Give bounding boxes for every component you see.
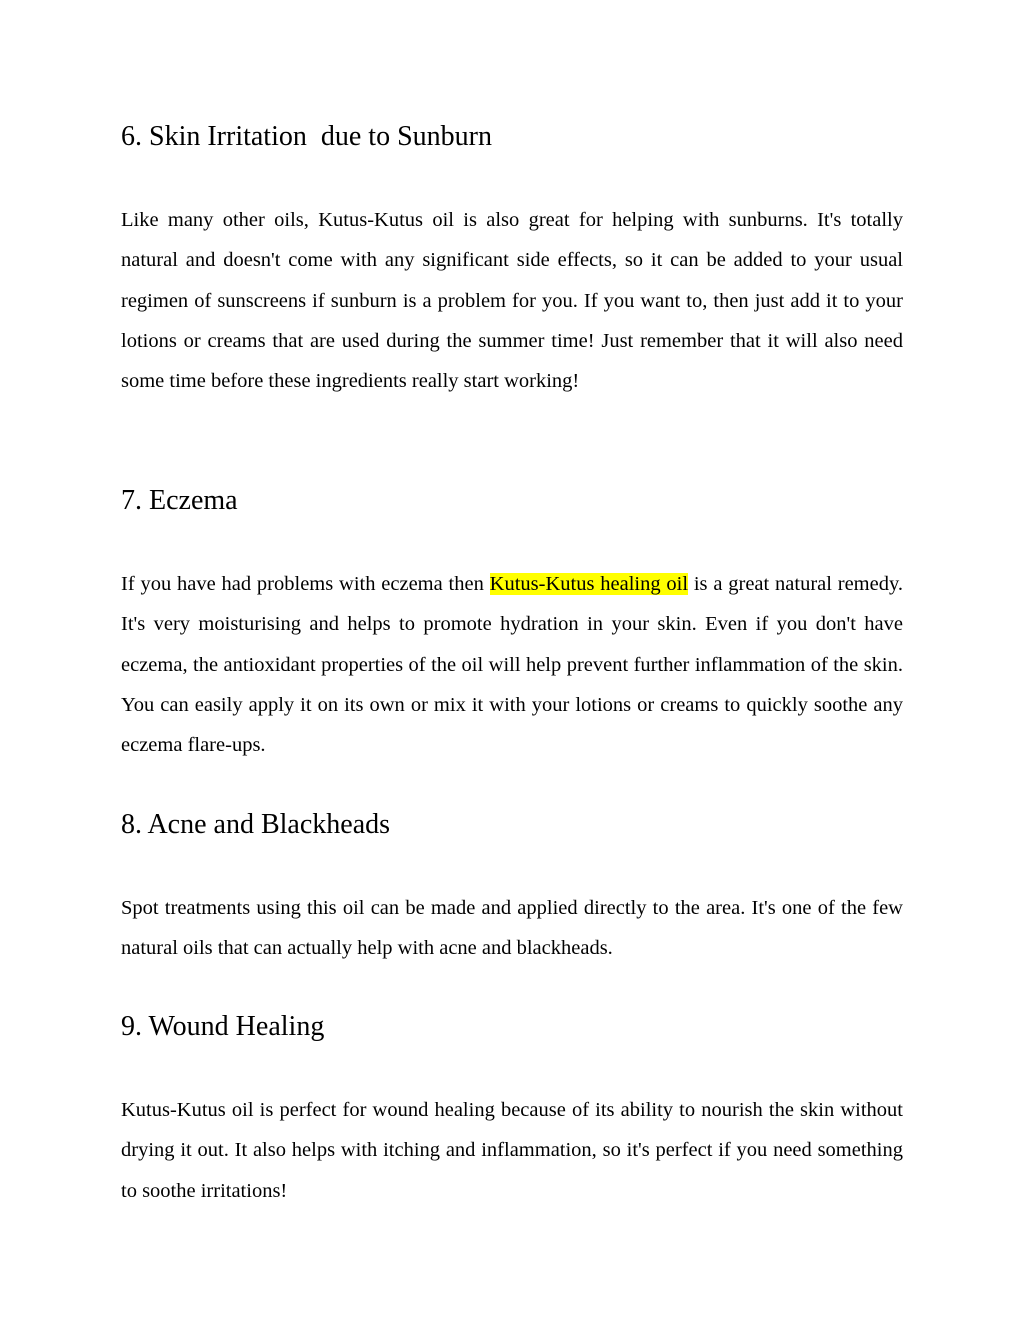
section-heading-acne: 8. Acne and Blackheads (121, 809, 391, 840)
section-body-sunburn: Like many other oils, Kutus-Kutus oil is also great for helping with sunburns. It's totally natural and doesn't come with any significant side effects, so it can be added to your usual regimen of sunscreens if sunburn is a problem for you. If you want to, then just add it to your lotions or creams that are used during the summer time! Just remember that it will also need some time before these ingredients really start working! (121, 209, 903, 393)
eczema-text-after: is a great natural remedy. It's very moisturising and helps to promote hydration in your skin. Even if you don't have eczema, the antioxidant properties of the oil will help prevent further inflammation of the skin. You can easily apply it on its own or mix it with your lotions or creams to quickly soothe any eczema flare-ups. (121, 573, 904, 757)
section-body-eczema (121, 564, 903, 765)
section-heading-sunburn: 6. Skin Irritation due to Sunburn (121, 121, 492, 152)
highlighted-link-kutus-kutus-healing-oil[interactable]: Kutus-Kutus healing oil (489, 573, 689, 595)
section-body-wound-healing: Kutus-Kutus oil is perfect for wound healing because of its ability to nourish the skin without drying it out. It also helps with itching and inflammation, so it's perfect if you need something to soothe irritations! (121, 1099, 903, 1202)
eczema-text-before: If you have had problems with eczema then (121, 573, 490, 595)
section-heading-eczema: 7. Eczema (121, 485, 238, 516)
section-body-acne: Spot treatments using this oil can be made and applied directly to the area. It's one of the few natural oils that can actually help with acne and blackheads. (121, 897, 903, 960)
section-heading-wound-healing: 9. Wound Healing (121, 1011, 325, 1042)
